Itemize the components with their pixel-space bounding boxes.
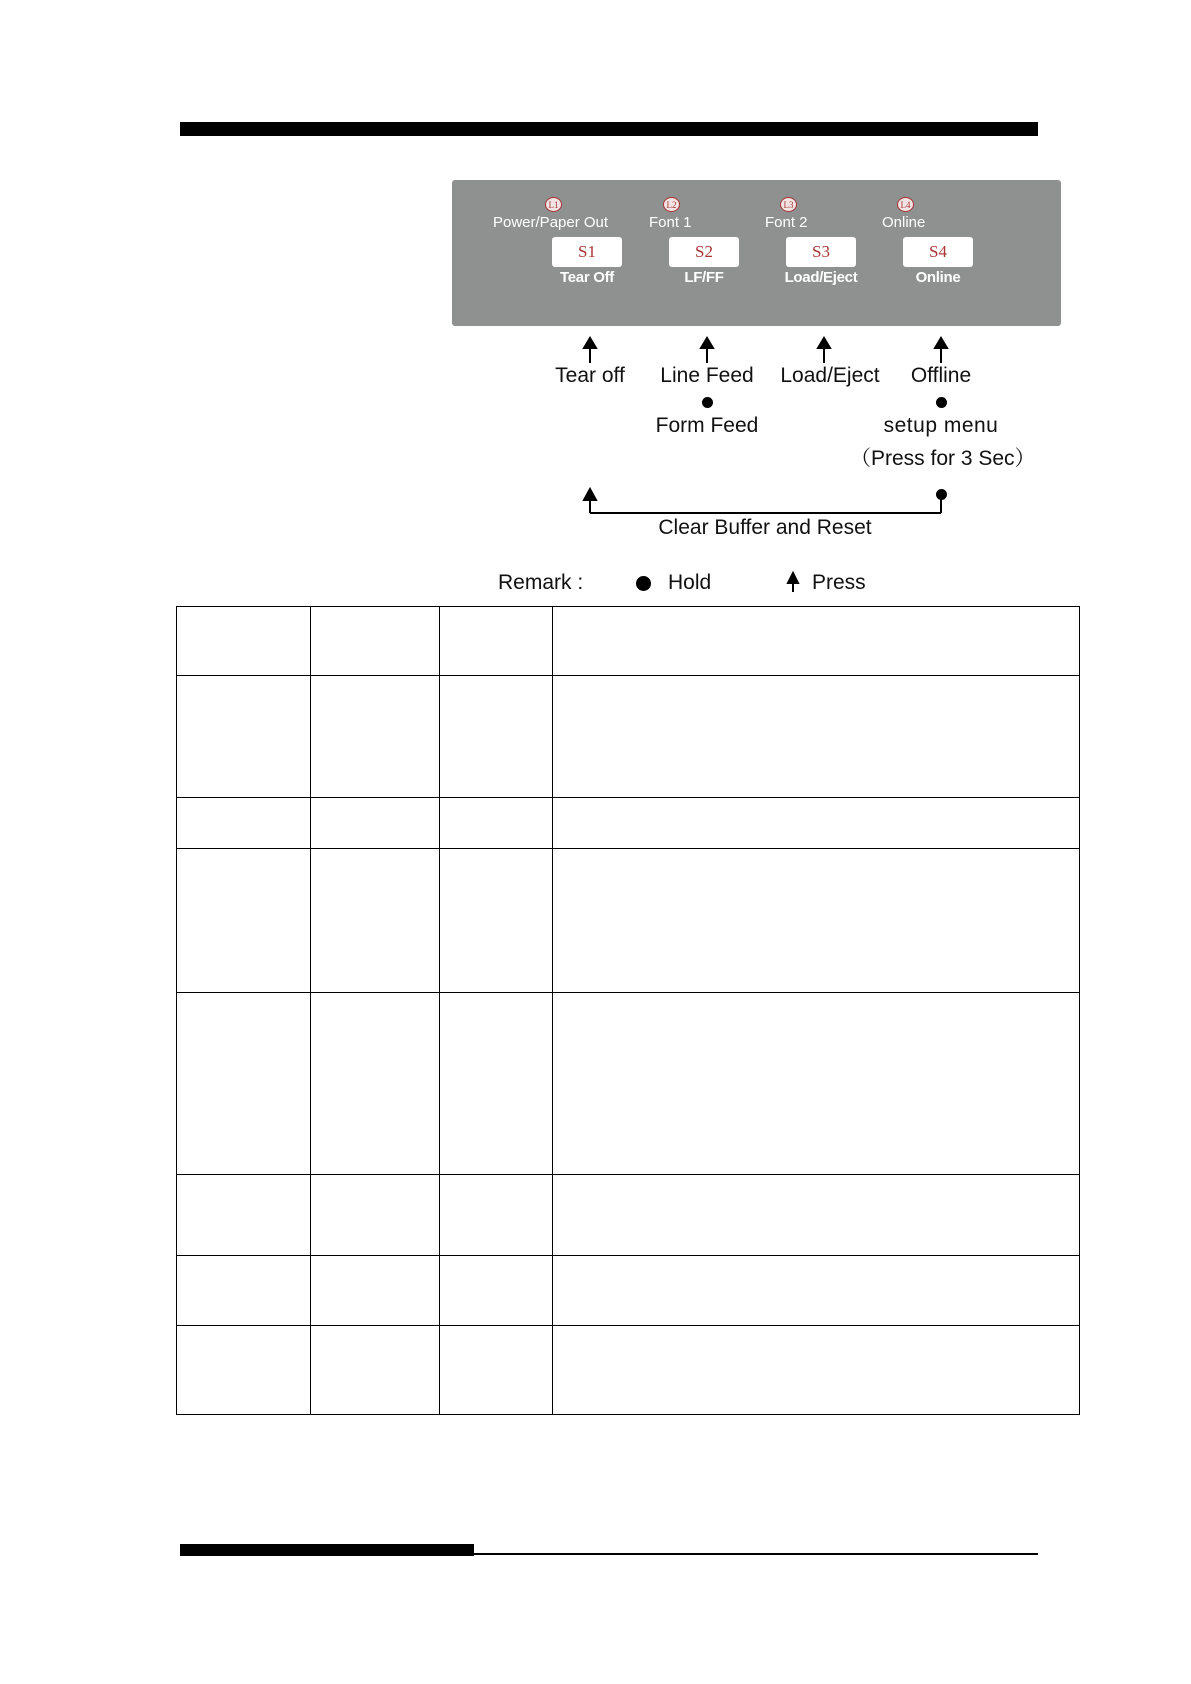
footer-rule-thin (474, 1553, 1038, 1555)
switch-s4-button[interactable]: S4 (903, 237, 973, 267)
form-feed-function: Form Feed (655, 414, 759, 437)
led-l4-label: Online (882, 214, 926, 231)
table-row (177, 607, 1080, 676)
switch-s1-button[interactable]: S1 (552, 237, 622, 267)
switch-s3-label: Load/Eject (784, 269, 858, 286)
offline-function: Offline (910, 364, 972, 387)
switch-s2-label: LF/FF (684, 269, 724, 286)
switch-s4-label: Online (915, 269, 961, 286)
setup-menu-note: （Press for 3 Sec） (850, 447, 1036, 470)
footer-rule-thick (180, 1544, 474, 1556)
setup-menu-function: setup menu (883, 414, 999, 437)
switch-s2-button[interactable]: S2 (669, 237, 739, 267)
led-l2-label: Font 1 (649, 214, 692, 231)
led-l3-label: Font 2 (765, 214, 808, 231)
switch-s3-button[interactable]: S3 (786, 237, 856, 267)
hold-dot-icon (702, 397, 713, 408)
table-row (177, 1326, 1080, 1415)
switch-s1-label: Tear Off (560, 269, 614, 286)
table-row (177, 849, 1080, 993)
function-table (176, 606, 1080, 1414)
load-eject-function: Load/Eject (780, 364, 880, 387)
led-l1-label: Power/Paper Out (493, 214, 609, 231)
led-l3-icon: L3 (780, 197, 797, 212)
hold-legend-label: Hold (668, 571, 712, 594)
hold-dot-icon (936, 489, 947, 500)
table-row (177, 1256, 1080, 1326)
remark-label: Remark : (498, 571, 584, 594)
table-row (177, 1175, 1080, 1256)
table-row (177, 676, 1080, 798)
table-row (177, 798, 1080, 849)
led-l4-icon: L4 (897, 197, 914, 212)
tear-off-function: Tear off (555, 364, 625, 387)
hold-dot-icon (936, 397, 947, 408)
hold-legend-icon (636, 576, 651, 591)
table-row (177, 993, 1080, 1175)
line-feed-function: Line Feed (660, 364, 754, 387)
clear-buffer-function: Clear Buffer and Reset (658, 516, 872, 539)
press-legend-label: Press (812, 571, 866, 594)
led-l1-icon: L1 (545, 197, 562, 212)
led-l2-icon: L2 (663, 197, 680, 212)
